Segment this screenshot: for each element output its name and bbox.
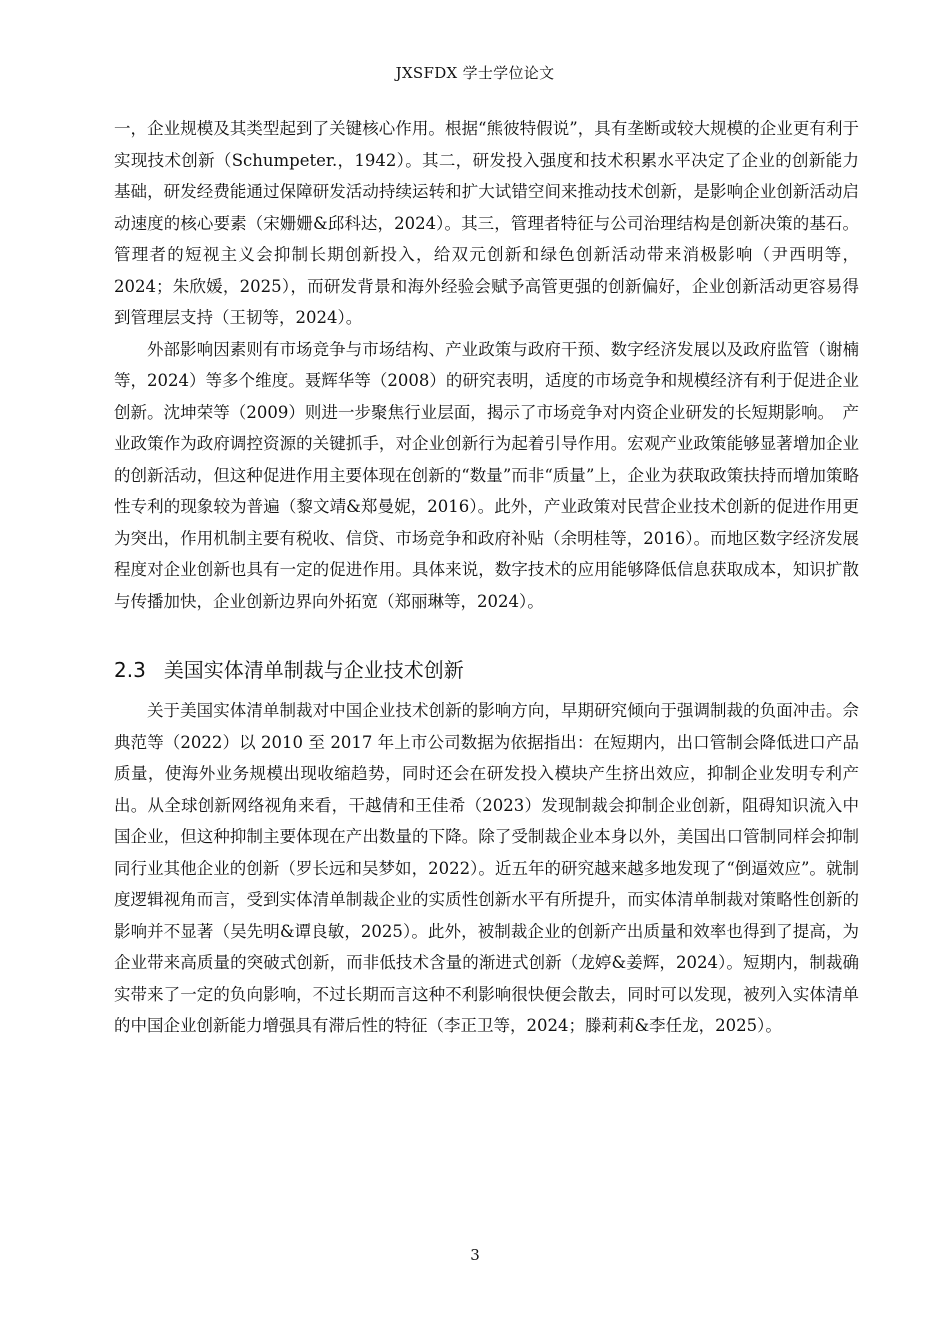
paragraph-internal-factors: 一，企业规模及其类型起到了关键核心作用。根据“熊彼特假说”，具有垄断或较大规模的企业更有利于实现技术创新（Schumpeter.，1942）。其二，研发投入强度和技术积累水平决定了企业的创新能力基础，研发经费能通过保障研发活动持续运转和扩大试错空间来推动技术创新，是影响企业创新活动启动速度的核心要素（宋姗姗&邱科达，2024）。其三，管理者特征与公司治理结构是创新决策的基石。管理者的短视主义会抑制长期创新投入，给双元创新和绿色创新活动带来消极影响（尹西明等，2024；朱欣媛，2025），而研发背景和海外经验会赋予高管更强的创新偏好，企业创新活动更容易得到管理层支持（王韧等，2024）。 — [114, 119, 859, 327]
running-header: JXSFDX 学士学位论文 — [395, 64, 555, 82]
page-number: 3 — [470, 1246, 480, 1264]
section-heading — [114, 655, 859, 685]
body-content — [114, 113, 859, 1042]
section-number: 2.3 — [114, 658, 146, 682]
paragraph-external-factors: 外部影响因素则有市场竞争与市场结构、产业政策与政府干预、数字经济发展以及政府监管（谢楠等，2024）等多个维度。聂辉华等（2008）的研究表明，适度的市场竞争和规模经济有利于促进企业创新。沈坤荣等（2009）则进一步聚焦行业层面，揭示了市场竞争对内资企业研发的长短期影响。 产业政策作为政府调控资源的关键抓手，对企业创新行为起着引导作用。宏观产业政策能够显著增加企业的创新活动，但这种促进作用主要体现在创新的“数量”而非“质量”上，企业为获取政策扶持而增加策略性专利的现象较为普遍（黎文靖&郑曼妮，2016）。此外，产业政策对民营企业技术创新的促进作用更为突出，作用机制主要有税收、信贷、市场竞争和政府补贴（余明桂等，2016）。而地区数字经济发展程度对企业创新也具有一定的促进作用。具体来说，数字技术的应用能够降低信息获取成本，知识扩散与传播加快，企业创新边界向外拓宽（郑丽琳等，2024）。 — [114, 339, 859, 611]
paragraph-sanctions-innovation: 关于美国实体清单制裁对中国企业技术创新的影响方向，早期研究倾向于强调制裁的负面冲击。佘典范等（2022）以 2010 至 2017 年上市公司数据为依据指出：在短期内，出口管制会降低进口产品质量，使海外业务规模出现收缩趋势，同时还会在研发投入模块产生挤出效应，抑制企业发明专利产出。从全球创新网络视角来看，干越倩和王佳希（2023）发现制裁会抑制企业创新，阻碍知识流入中国企业，但这种抑制主要体现在产出数量的下降。除了受制裁企业本身以外，美国出口管制同样会抑制同行业其他企业的创新（罗长远和吴梦如，2022）。近五年的研究越来越多地发现了“倒逼效应”。就制度逻辑视角而言，受到实体清单制裁企业的实质性创新水平有所提升，而实体清单制裁对策略性创新的影响并不显著（吴先明&谭良敏，2025）。此外，被制裁企业的创新产出质量和效率也得到了提高，为企业带来高质量的突破式创新，而非低技术含量的渐进式创新（龙婷&姜辉，2024）。短期内，制裁确实带来了一定的负向影响，不过长期而言这种不利影响很快便会散去，同时可以发现，被列入实体清单的中国企业创新能力增强具有滞后性的特征（李正卫等，2024；滕莉莉&李任龙，2025）。 — [114, 701, 859, 1035]
section-title: 美国实体清单制裁与企业技术创新 — [163, 658, 464, 682]
